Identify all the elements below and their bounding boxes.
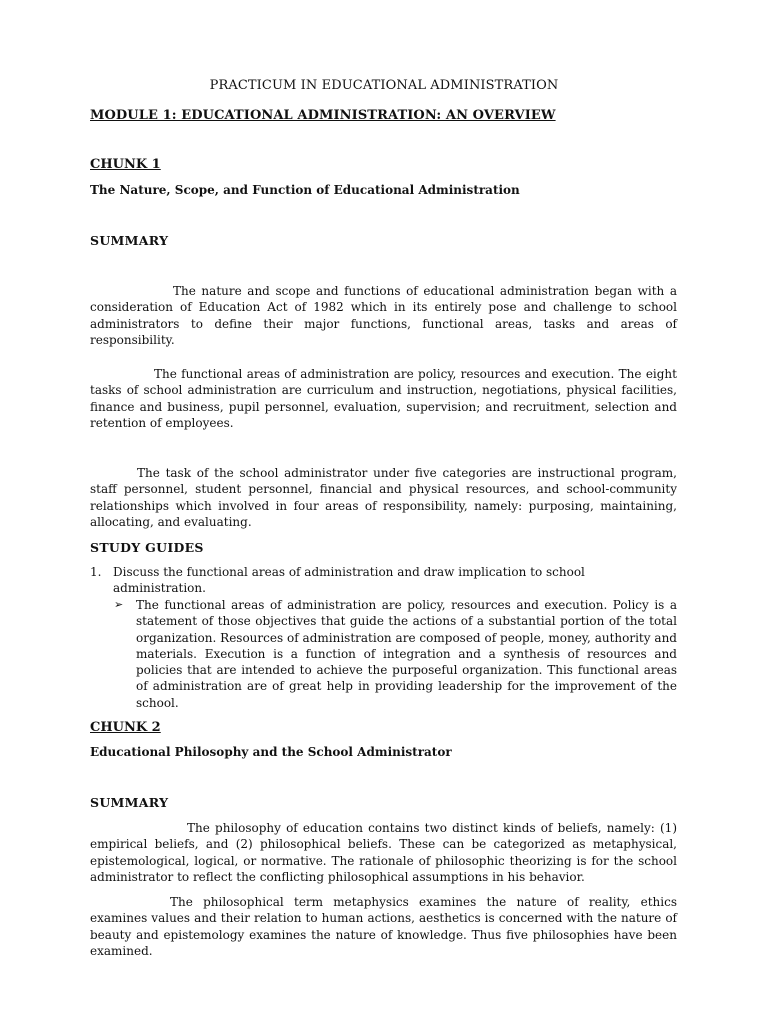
chunk-1-summary-heading: SUMMARY (90, 233, 169, 248)
chunk-2-subtitle: Educational Philosophy and the School Administrator (90, 745, 452, 759)
study-guide-number: 1. (90, 565, 102, 579)
study-guide-answer (114, 597, 677, 711)
study-guide-answer-text: The functional areas of administration are policy, resources and execution. Policy is a statement of those objectives that guide the actions of a substantial portion of the total organization. Resources of administration are composed of people, money, authority and materials. Execution is a function of integration and a synthesis of resources and policies that are intended to achieve the purposeful organization. This functional areas of administration are of great help in providing leadership for the improvement of the school. (136, 598, 677, 710)
study-guide-question: Discuss the functional areas of administration and draw implication to school administration. (113, 565, 585, 596)
document-title: PRACTICUM IN EDUCATIONAL ADMINISTRATION (209, 78, 559, 93)
arrow-bullet-icon: ➢ (114, 598, 124, 611)
module-heading: MODULE 1: EDUCATIONAL ADMINISTRATION: AN OVERVIEW (90, 108, 556, 123)
study-guide-item (90, 564, 677, 597)
chunk-1-subtitle: The Nature, Scope, and Function of Educational Administration (90, 183, 520, 197)
chunk-2-summary-heading: SUMMARY (90, 795, 169, 810)
chunk-2-paragraph-2: The philosophical term metaphysics examines the nature of reality, ethics examines values and their relation to human actions, aesthetics is concerned with the nature of beauty and epistemology examines the nature of knowledge. Thus five philosophies have been examined. (90, 895, 677, 958)
study-guides-heading: STUDY GUIDES (90, 540, 204, 555)
chunk-1-paragraph-3: The task of the school administrator under five categories are instructional program, staff personnel, student personnel, financial and physical resources, and school-community relationships which involved in four areas of responsibility, namely: purposing, maintaining, allocating, and evaluating. (90, 466, 677, 529)
chunk-1-paragraph-1: The nature and scope and functions of educational administration began with a consideration of Education Act of 1982 which in its entirely pose and challenge to school administrators to define their major functions, functional areas, tasks and areas of responsibility. (90, 284, 677, 347)
chunk-2-paragraph-1: The philosophy of education contains two distinct kinds of beliefs, namely: (1) empirical beliefs, and (2) philosophical beliefs. These can be categorized as metaphysical, epistemological, logical, or normative. The rationale of philosophic theorizing is for the school administrator to reflect the conflicting philosophical assumptions in his behavior. (90, 821, 677, 884)
chunk-1-paragraph-2: The functional areas of administration are policy, resources and execution. The eight tasks of school administration are curriculum and instruction, negotiations, physical facilities, finance and business, pupil personnel, evaluation, supervision; and recruitment, selection and retention of employees. (90, 367, 677, 430)
chunk-1-label: CHUNK 1 (90, 157, 161, 172)
chunk-2-label: CHUNK 2 (90, 720, 161, 735)
